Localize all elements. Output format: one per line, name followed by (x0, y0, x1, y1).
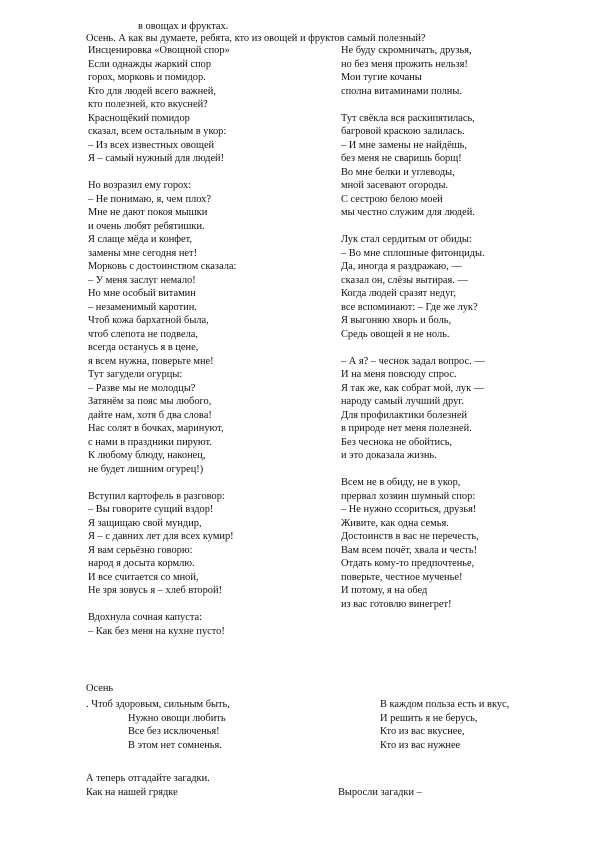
intro-question: Осень. А как вы думаете, ребята, кто из овощей и фруктов самый полезный? (86, 33, 426, 44)
poem-line: народ я досыта кормлю. (88, 558, 195, 569)
poem-line: все вспоминают: – Где же лук? (341, 301, 478, 313)
poem-line: Инсценировка «Овощной спор» (88, 45, 230, 56)
poem-line: Для профилактики болезней (341, 409, 468, 421)
poem-line: я всем нужна, поверьте мне! (88, 355, 214, 367)
closing-poem-line: В каждом польза есть и вкус, (380, 699, 510, 710)
poem-line: Но мне особый витамин (88, 288, 196, 299)
poem-line: – Разве мы не молодцы? (88, 382, 196, 394)
poem-line: дайте нам, хотя б два слова! (88, 409, 212, 421)
poem-line: Без чеснока не обойтись, (341, 436, 453, 448)
poem-line: И потому, я на обед (341, 585, 428, 596)
right-poem-column (341, 44, 485, 611)
stanza-gap (88, 476, 236, 490)
poem-line: – Не нужно ссориться, друзья! (341, 504, 477, 515)
poem-line: И на меня повсюду спрос. (341, 369, 457, 380)
poem-line: багровой краскою залилась. (341, 126, 465, 137)
poem-line: и это доказала жизнь. (341, 450, 437, 461)
poem-line: Не буду скромничать, друзья, (341, 45, 472, 56)
poem-line: Мои тугие кочаны (341, 72, 422, 83)
left-poem-column (88, 44, 236, 638)
poem-line: – незаменимый каротин. (88, 301, 197, 313)
poem-line: Тут свёкла вся раскипятилась, (341, 112, 475, 124)
poem-line: Я – с давних лет для всех кумир! (88, 531, 234, 542)
closing-poem-line: Нужно овощи любить (128, 712, 226, 724)
poem-line: Когда людей сразят недуг, (341, 288, 456, 299)
closing-poem-right (380, 698, 509, 752)
poem-line: Чтоб кожа бархатной была, (88, 315, 209, 326)
closing-poem-line: Кто из вас вкуснее, (380, 726, 465, 737)
poem-line: в природе нет меня полезней. (341, 423, 472, 434)
poem-line: – Вы говорите сущий вздор! (88, 504, 214, 515)
closing-poem-line: Кто из вас нужнее (380, 739, 461, 751)
poem-line: из вас готовлю винегрет! (341, 598, 452, 610)
poem-line: Я так же, как собрат мой, лук — (341, 382, 485, 394)
poem-line: сполна витаминами полны. (341, 85, 462, 97)
stanza-gap (341, 463, 485, 477)
poem-line: – Как без меня на кухне пусто! (88, 625, 225, 637)
poem-line: Я защищаю свой мундир, (88, 517, 202, 529)
poem-line: чтоб слепота не подвела, (88, 328, 198, 340)
poem-line: Если однажды жаркий спор (88, 58, 212, 70)
riddle-line-right: Выросли загадки – (338, 787, 422, 798)
poem-line: сказал, всем остальным в укор: (88, 126, 227, 137)
poem-line: горох, морковь и помидор. (88, 72, 206, 83)
poem-line: – Во мне сплошные фитонциды. (341, 247, 485, 259)
poem-line: кто полезней, кто вкусней? (88, 99, 208, 110)
stanza-gap (341, 341, 485, 355)
poem-line: Да, иногда я раздражаю, — (341, 261, 462, 272)
poem-line: замены мне сегодня нет! (88, 247, 198, 259)
poem-line: Отдать кому-то предпочтенье, (341, 558, 475, 569)
poem-line: – Из всех известных овощей (88, 139, 215, 151)
poem-line: народу самый лучший друг. (341, 396, 464, 407)
riddle-line-left: Как на нашей грядке (86, 787, 178, 798)
poem-line: Я вам серьёзно говорю: (88, 544, 193, 556)
poem-line: И все считается со мной, (88, 571, 199, 583)
poem-line: Не зря зовусь я – хлеб второй! (88, 585, 223, 596)
poem-line: Тут загудели огурцы: (88, 369, 183, 380)
poem-line: Я слаще мёда и конфет, (88, 234, 192, 245)
poem-line: Средь овощей я не ноль. (341, 328, 450, 340)
poem-line: Мне не дают покоя мышки (88, 207, 208, 218)
poem-line: К любому блюду, наконец, (88, 450, 206, 461)
closing-poem-line: И решить я не берусь, (380, 712, 478, 724)
poem-line: Я – самый нужный для людей! (88, 153, 225, 164)
poem-line: но без меня прожить нельзя! (341, 58, 468, 70)
poem-line: всегда останусь я в цене, (88, 342, 199, 353)
poem-line: Затянём за пояс мы любого, (88, 396, 212, 407)
poem-line: Краснощёкий помидор (88, 112, 190, 124)
poem-line: – У меня заслуг немало! (88, 274, 196, 286)
poem-line: сказал он, слёзы вытирая. — (341, 274, 468, 286)
poem-line: и очень любят ребятишки. (88, 220, 205, 232)
poem-line: Вам всем почёт, хвала и честь! (341, 544, 478, 556)
stanza-gap (341, 98, 485, 112)
poem-line: Но возразил ему горох: (88, 180, 192, 191)
poem-line: Во мне белки и углеводы, (341, 166, 455, 178)
poem-line: – А я? – чеснок задал вопрос. — (341, 355, 485, 367)
closing-poem-line: Все без исключенья! (128, 726, 220, 737)
poem-line: Лук стал сердитым от обиды: (341, 234, 472, 245)
stanza-gap (341, 220, 485, 234)
poem-line: Всем не в обиду, не в укор, (341, 477, 461, 488)
poem-line: Нас солят в бочках, маринуют, (88, 423, 224, 434)
intro-line-1: в овощах и фруктах. (138, 21, 229, 32)
poem-line: С сестрою белою моей (341, 193, 443, 205)
poem-line: поверьте, честное мученье! (341, 571, 463, 583)
poem-line: Морковь с достоинством сказала: (88, 261, 237, 272)
closing-poem-left (86, 698, 230, 752)
poem-line: Достоинств в вас не перечесть, (341, 531, 479, 542)
poem-line: Кто для людей всего важней, (88, 85, 216, 97)
poem-line: Вдохнула сочная капуста: (88, 612, 202, 623)
poem-line: мной засевают огороды. (341, 180, 449, 191)
poem-line: – Не понимаю, я, чем плох? (88, 193, 211, 205)
closing-poem-line: В этом нет сомненья. (128, 739, 222, 751)
closing-poem-line: . Чтоб здоровым, сильным быть, (86, 699, 230, 710)
poem-line: Я выгоняю хворь и боль, (341, 315, 452, 326)
poem-line: прервал хозяин шумный спор: (341, 490, 476, 502)
poem-line: без меня не сваришь борщ! (341, 153, 462, 164)
stanza-gap (88, 166, 236, 180)
poem-line: мы честно служим для людей. (341, 207, 475, 218)
poem-line: Вступил картофель в разговор: (88, 490, 225, 502)
poem-line: – И мне замены не найдёшь, (341, 139, 468, 151)
stanza-gap (88, 598, 236, 612)
poem-line: Живите, как одна семья. (341, 517, 449, 529)
poem-line: с нами в праздники пируют. (88, 436, 212, 448)
riddles-intro: А теперь отгадайте загадки. (86, 773, 210, 784)
autumn-label: Осень (86, 683, 114, 694)
poem-line: не будет лишним огурец!) (88, 463, 204, 475)
